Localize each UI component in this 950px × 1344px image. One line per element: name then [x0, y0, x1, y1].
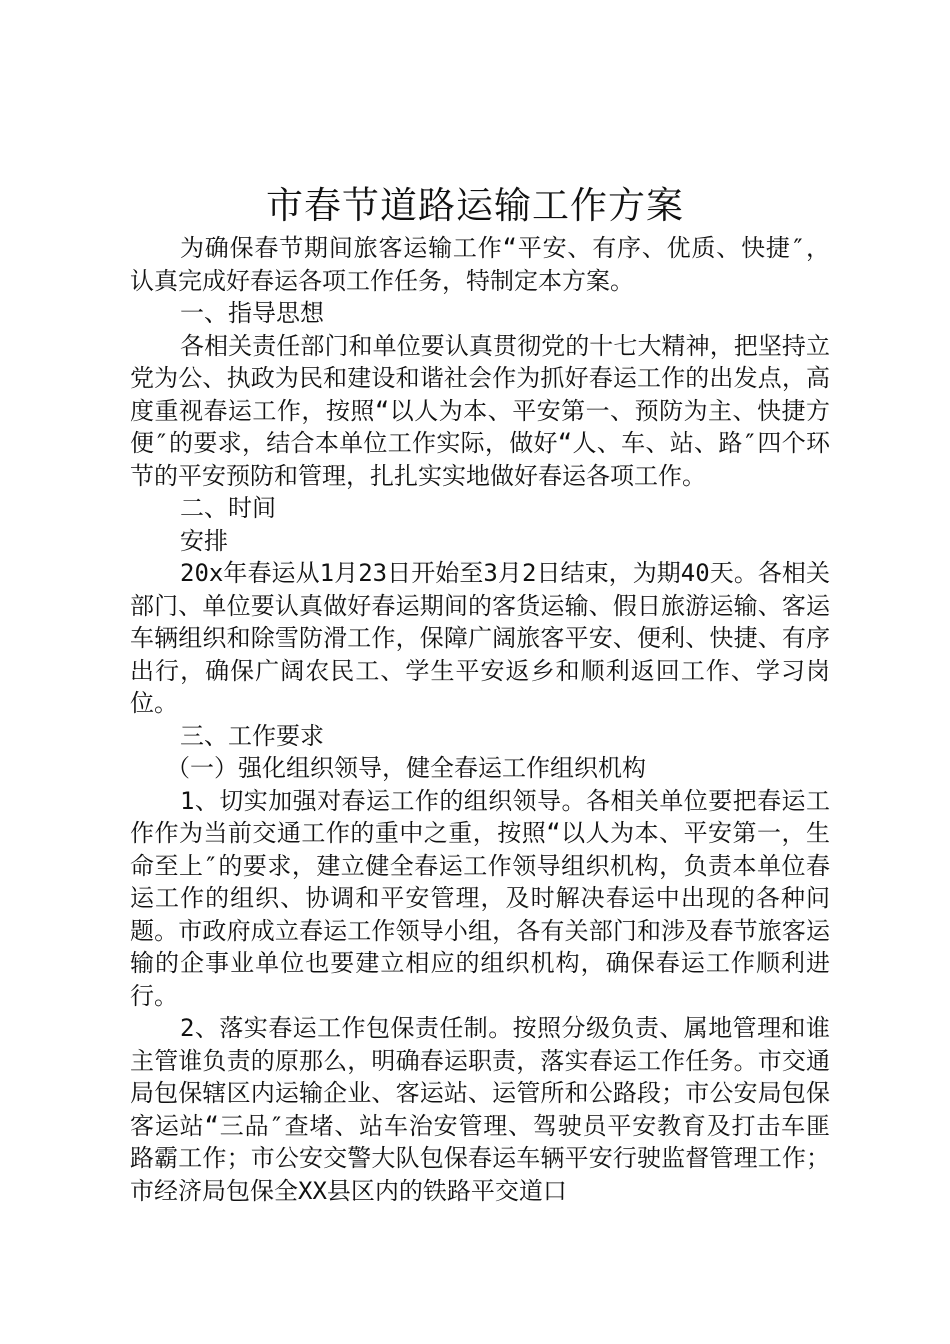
section-heading-requirements: 三、工作要求: [180, 721, 324, 750]
section-heading-arrangement: 安排: [180, 526, 228, 555]
requirement-item-2: 2、落实春运工作包保责任制。按照分级负责、属地管理和谁主管谁负责的原那么，明确春运职责，落实春运工作任务。市交通局包保辖区内运输企业、客运站、运管所和公路段；市公安局包保客运站“三品″查堵、站车治安管理、驾驶员平安教育及打击车匪路霸工作；市公安交警大队包保春运车辆平安行驶监督管理工作；市经济局包保全XX县区内的铁路平交道口: [130, 1014, 830, 1205]
section-heading-guiding-ideology: 一、指导思想: [180, 299, 324, 327]
document-body: [130, 232, 830, 1207]
schedule-paragraph: 20x年春运从1月23日开始至3月2日结束，为期40天。各相关部门、单位要认真做好春运期间的客货运输、假日旅游运输、客运车辆组织和除雪防滑工作，保障广阔旅客平安、便利、快捷、有序出行，确保广阔农民工、学生平安返乡和顺利返回工作、学习岗位。: [130, 559, 830, 717]
guiding-ideology-paragraph: 各相关责任部门和单位要认真贯彻党的十七大精神，把坚持立党为公、执政为民和建设和谐社会作为抓好春运工作的出发点，高度重视春运工作，按照“以人为本、平安第一、预防为主、快捷方便″的要求，结合本单位工作实际，做好“人、车、站、路″四个环节的平安预防和管理，扎扎实实地做好春运各项工作。: [130, 331, 830, 490]
section-heading-time: 二、时间: [180, 494, 276, 522]
intro-paragraph: 为确保春节期间旅客运输工作“平安、有序、优质、快捷″，认真完成好春运各项工作任务，特制定本方案。: [130, 234, 830, 295]
document-title: 市春节道路运输工作方案: [266, 184, 684, 227]
subsection-heading-organization: （一）强化组织领导，健全春运工作组织机构: [166, 754, 646, 782]
requirement-item-1: 1、切实加强对春运工作的组织领导。各相关单位要把春运工作作为当前交通工作的重中之重，按照“以人为本、平安第一，生命至上″的要求，建立健全春运工作领导组织机构，负责本单位春运工作的组织、协调和平安管理，及时解决春运中出现的各种问题。市政府成立春运工作领导小组，各有关部门和涉及春节旅客运输的企事业单位也要建立相应的组织机构，确保春运工作顺利进行。: [130, 786, 830, 1010]
